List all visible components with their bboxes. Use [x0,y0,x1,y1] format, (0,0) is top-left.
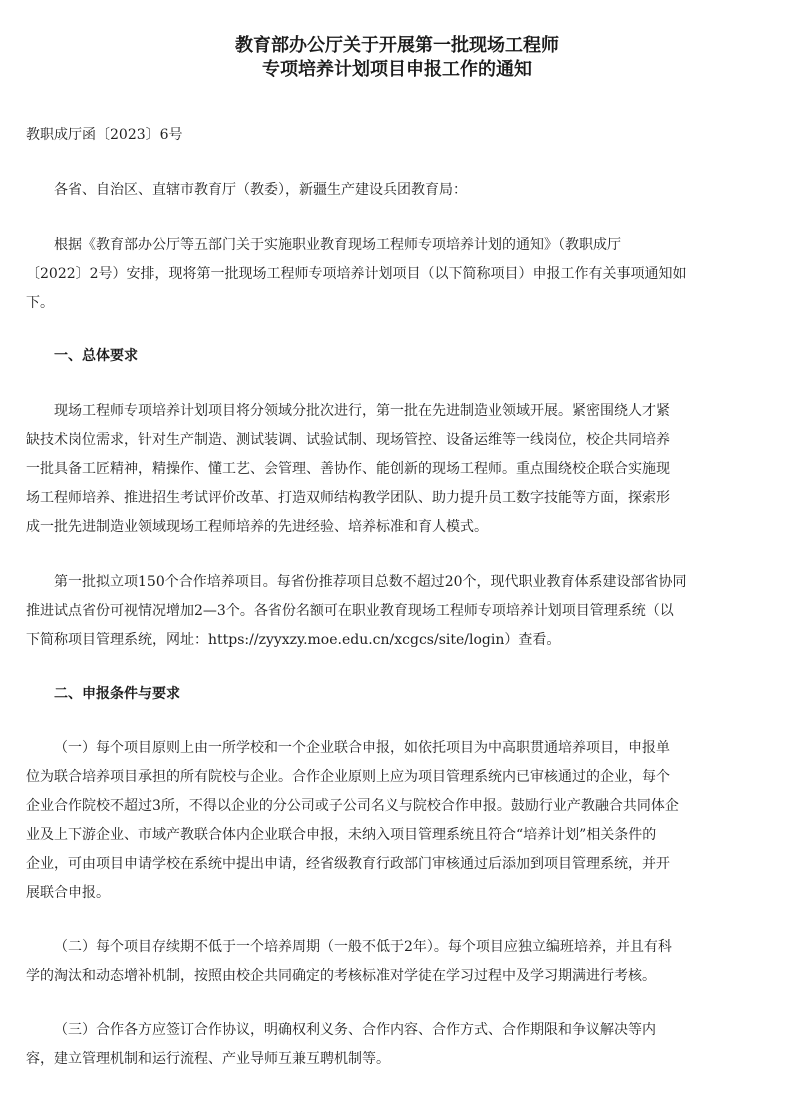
paragraph-line: （一）每个项目原则上由一所学校和一个企业联合申报，如依托项目为中高职贯通培养项目，申报单 [54,740,670,756]
paragraph-line: 推进试点省份可视情况增加2—3个。各省份名额可在职业教育现场工程师专项培养计划项目管理系统（以 [26,603,674,619]
paragraph-line: 第一批拟立项150个合作培养项目。每省份推荐项目总数不超过20个，现代职业教育体系建设部省协同 [54,574,687,590]
paragraph-line: 企业，可由项目申请学校在系统中提出申请，经省级教育行政部门审核通过后添加到项目管理系统，并开 [26,856,670,872]
paragraph-line: 成一批先进制造业领域现场工程师培养的先进经验、培养标准和育人模式。 [26,519,488,535]
section-heading-overall-requirements: 一、总体要求 [54,348,138,364]
paragraph-line: 场工程师培养、推进招生考试评价改革、打造双师结构教学团队、助力提升员工数字技能等方面，探索形 [26,490,670,506]
paragraph-line: 学的淘汰和动态增补机制，按照由校企共同确定的考核标准对学徒在学习过程中及学习期满进行考核。 [26,968,656,984]
paragraph-line: 根据《教育部办公厅等五部门关于实施职业教育现场工程师专项培养计划的通知》（教职成厅 [54,237,621,253]
salutation: 各省、自治区、直辖市教育厅（教委），新疆生产建设兵团教育局： [54,182,467,198]
paragraph-line: 企业合作院校不超过3所，不得以企业的分公司或子公司名义与院校合作申报。鼓励行业产教融合共同体企 [26,798,679,814]
paragraph-line: 缺技术岗位需求，针对生产制造、测试装调、试验试制、现场管控、设备运维等一线岗位，校企共同培养 [26,432,670,448]
document-title-line-1: 教育部办公厅关于开展第一批现场工程师 [235,35,559,56]
paragraph-line: （三）合作各方应签订合作协议，明确权利义务、合作内容、合作方式、合作期限和争议解决等内 [54,1022,656,1038]
paragraph-line: 业及上下游企业、市域产教联合体内企业联合申报，未纳入项目管理系统且符合“培养计划”相关条件的 [26,827,657,843]
paragraph-line: 位为联合培养项目承担的所有院校与企业。合作企业原则上应为项目管理系统内已审核通过的企业，每个 [26,769,670,785]
section-heading-conditions: 二、申报条件与要求 [54,686,180,702]
paragraph-line: 一批具备工匠精神，精操作、懂工艺、会管理、善协作、能创新的现场工程师。重点围绕校企联合实施现 [26,461,670,477]
paragraph-line: 展联合申报。 [26,885,110,901]
paragraph-line: 容，建立管理机制和运行流程、产业导师互兼互聘机制等。 [26,1051,390,1067]
paragraph-line: 现场工程师专项培养计划项目将分领域分批次进行，第一批在先进制造业领域开展。紧密围绕人才紧 [54,403,670,419]
paragraph-line: 下。 [26,295,54,311]
document-title-line-2: 专项培养计划项目申报工作的通知 [262,59,532,80]
paragraph-line: 下简称项目管理系统，网址：https://zyyxzy.moe.edu.cn/xcgcs/site/login）查看。 [26,632,561,648]
paragraph-line: 〔2022〕2号）安排，现将第一批现场工程师专项培养计划项目（以下简称项目）申报工作有关事项通知如 [26,266,687,282]
document-number: 教职成厅函〔2023〕6号 [26,127,183,143]
paragraph-line: （二）每个项目存续期不低于一个培养周期（一般不低于2年）。每个项目应独立编班培养，并且有科 [54,939,672,955]
